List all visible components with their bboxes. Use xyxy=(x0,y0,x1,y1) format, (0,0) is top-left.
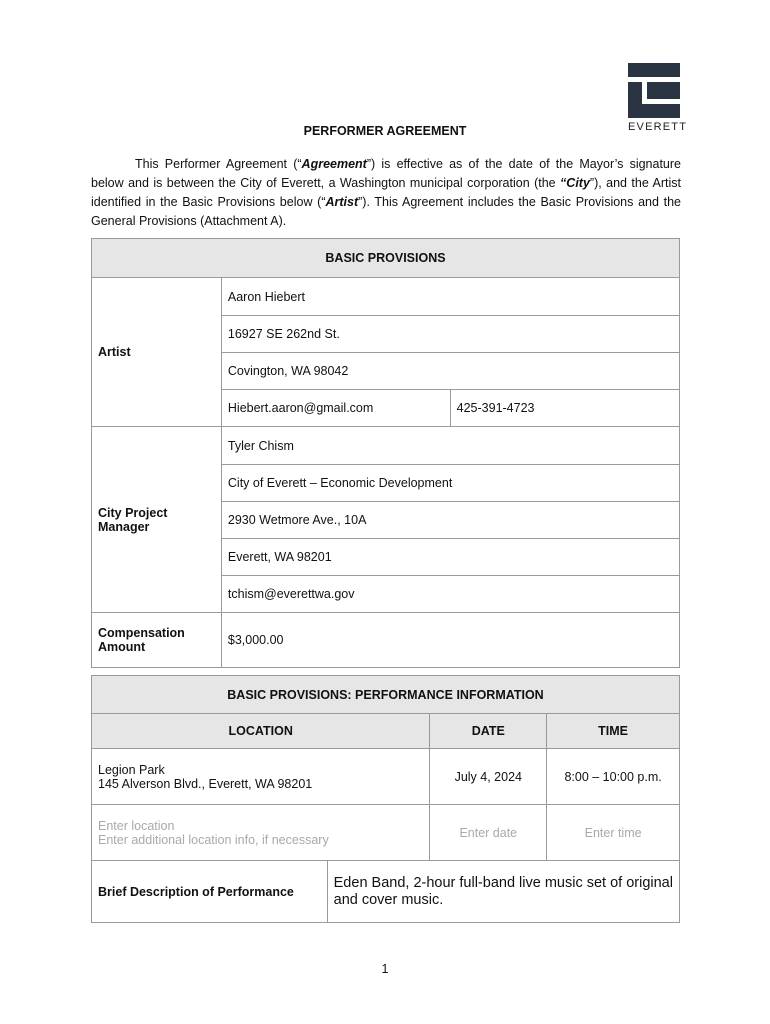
compensation-value[interactable]: $3,000.00 xyxy=(221,613,679,668)
performance-info-table xyxy=(91,675,680,923)
description-value[interactable]: Eden Band, 2-hour full-band live music set of original and cover music. xyxy=(327,861,679,923)
description-label: Brief Description of Performance xyxy=(92,861,328,923)
intro-term-agreement: Agreement xyxy=(301,157,367,171)
compensation-label: Compensation Amount xyxy=(92,613,222,668)
pm-city[interactable]: Everett, WA 98201 xyxy=(221,539,679,576)
page-number: 1 xyxy=(381,962,389,976)
performance-info-header: BASIC PROVISIONS: PERFORMANCE INFORMATION xyxy=(92,676,680,714)
intro-text-4: ”). This Agreement includes the Basic Provisions and the General Provisions (Attachment A). xyxy=(91,195,681,228)
pm-name[interactable]: Tyler Chism xyxy=(221,427,679,465)
time-field-2[interactable]: Enter time xyxy=(547,805,680,861)
artist-street[interactable]: 16927 SE 262nd St. xyxy=(221,316,679,353)
intro-term-city: “City xyxy=(560,176,590,190)
location-field-2[interactable] xyxy=(92,805,430,861)
basic-provisions-table xyxy=(91,238,680,668)
date-column-header: DATE xyxy=(430,714,547,749)
location-placeholder: Enter location xyxy=(98,818,175,833)
pm-email[interactable]: tchism@everettwa.gov xyxy=(221,576,679,613)
location-column-header: LOCATION xyxy=(92,714,430,749)
pm-street[interactable]: 2930 Wetmore Ave., 10A xyxy=(221,502,679,539)
everett-logo xyxy=(628,63,688,133)
everett-logo-icon xyxy=(628,63,680,118)
intro-text-1: This Performer Agreement (“ xyxy=(135,157,302,171)
intro-text-3: ”), and the Artist identified in the Basic Provisions below (“ xyxy=(91,176,681,209)
pm-department[interactable]: City of Everett – Economic Development xyxy=(221,465,679,502)
intro-term-artist: Artist xyxy=(325,195,359,209)
artist-email[interactable]: Hiebert.aaron@gmail.com xyxy=(221,390,450,427)
date-field-1[interactable]: July 4, 2024 xyxy=(430,749,547,805)
document-title: PERFORMER AGREEMENT xyxy=(303,124,467,138)
artist-name[interactable]: Aaron Hiebert xyxy=(221,278,679,316)
location-field-1[interactable] xyxy=(92,749,430,805)
project-manager-label: City Project Manager xyxy=(92,427,222,613)
time-column-header: TIME xyxy=(547,714,680,749)
location-name: Legion Park xyxy=(98,762,165,777)
basic-provisions-header: BASIC PROVISIONS xyxy=(92,239,680,278)
artist-phone[interactable]: 425-391-4723 xyxy=(450,390,679,427)
location-info-placeholder: Enter additional location info, if necessary xyxy=(98,832,329,847)
artist-label: Artist xyxy=(92,278,222,427)
intro-text-2: ”) is effective as of the date of the Mayor’s signature below and is between the City of Everett, a Washington municipal corporation (the xyxy=(91,157,681,190)
intro-paragraph xyxy=(91,155,681,231)
artist-city[interactable]: Covington, WA 98042 xyxy=(221,353,679,390)
logo-text: EVERETT xyxy=(628,121,688,133)
date-field-2[interactable]: Enter date xyxy=(430,805,547,861)
location-address: 145 Alverson Blvd., Everett, WA 98201 xyxy=(98,776,313,791)
time-field-1[interactable]: 8:00 – 10:00 p.m. xyxy=(547,749,680,805)
